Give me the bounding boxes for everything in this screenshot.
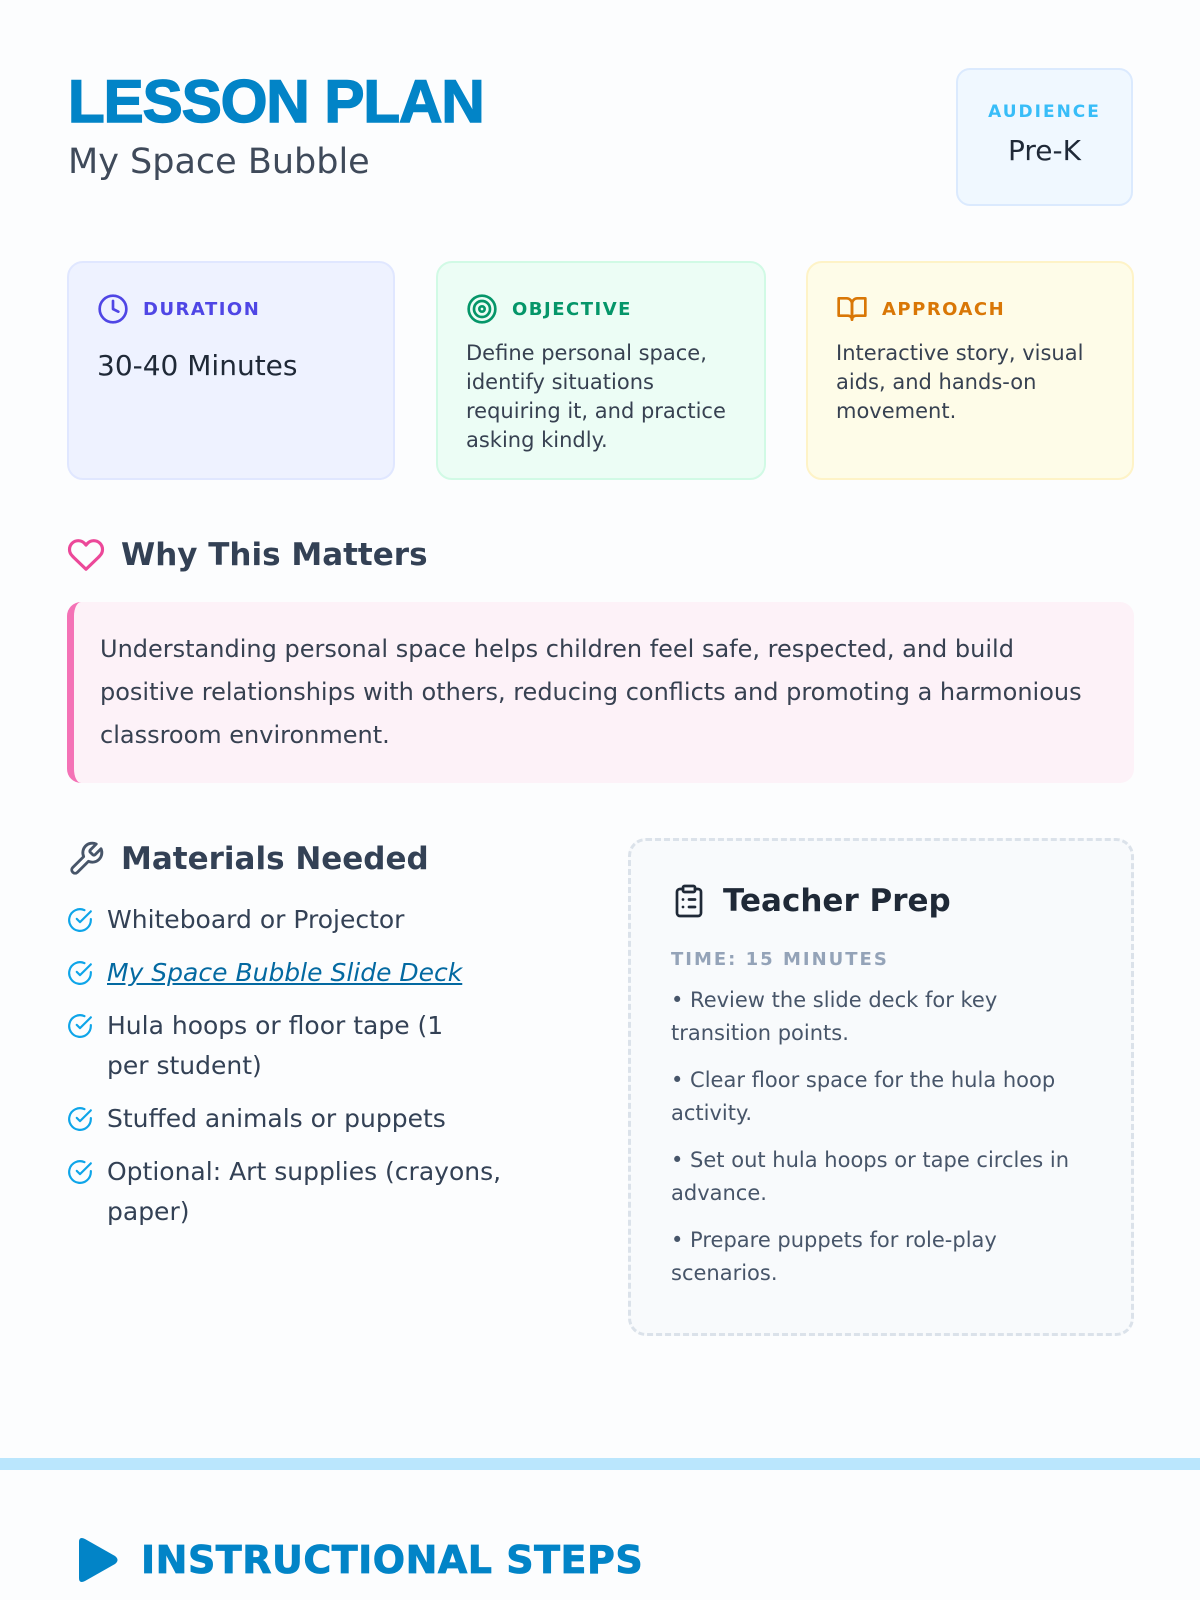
approach-card — [806, 261, 1134, 480]
list-item — [67, 1099, 587, 1139]
check-circle-icon — [67, 1106, 93, 1132]
prep-title: Teacher Prep — [723, 883, 951, 919]
objective-text: Define personal space, identify situations requiring it, and practice asking kindly. — [466, 341, 726, 452]
audience-label: AUDIENCE — [988, 102, 1101, 122]
prep-list — [671, 984, 1091, 1290]
why-callout: Understanding personal space helps children feel safe, respected, and build positive relationships with others, reducing conflicts and promoting a harmonious classroom environment. — [67, 602, 1134, 783]
lesson-subtitle: My Space Bubble — [68, 142, 370, 182]
prep-time: TIME: 15 MINUTES — [671, 949, 889, 970]
material-item-text: Hula hoops or floor tape (1 per student) — [107, 1011, 444, 1080]
material-item-text: Optional: Art supplies (crayons, paper) — [107, 1157, 502, 1226]
list-item: • Review the slide deck for key transition points. — [671, 988, 998, 1045]
play-icon — [75, 1536, 119, 1584]
list-item: • Prepare puppets for role-play scenarios. — [671, 1228, 997, 1285]
list-item: • Clear floor space for the hula hoop activity. — [671, 1068, 1056, 1125]
materials-list — [67, 900, 587, 1245]
objective-card — [436, 261, 766, 480]
header — [68, 70, 484, 182]
steps-heading — [75, 1536, 643, 1584]
clock-icon — [97, 293, 129, 325]
check-circle-icon — [67, 960, 93, 986]
wrench-icon — [67, 840, 105, 878]
duration-card — [67, 261, 395, 480]
approach-text: Interactive story, visual aids, and hands-on movement. — [836, 341, 1084, 423]
teacher-prep-panel — [628, 838, 1134, 1336]
duration-value: 30-40 Minutes — [97, 349, 298, 382]
materials-title: Materials Needed — [121, 841, 429, 877]
check-circle-icon — [67, 907, 93, 933]
clipboard-list-icon — [671, 883, 707, 919]
target-icon — [466, 293, 498, 325]
list-item — [67, 900, 587, 940]
why-heading — [67, 536, 428, 574]
why-title: Why This Matters — [121, 537, 428, 573]
objective-label: OBJECTIVE — [512, 298, 632, 320]
approach-label: APPROACH — [882, 298, 1006, 320]
heart-icon — [67, 536, 105, 574]
material-item-text: Stuffed animals or puppets — [107, 1104, 446, 1133]
section-divider — [0, 1458, 1200, 1470]
check-circle-icon — [67, 1013, 93, 1039]
slide-deck-link[interactable]: My Space Bubble Slide Deck — [107, 958, 463, 987]
material-item-text: Whiteboard or Projector — [107, 905, 405, 934]
book-open-icon — [836, 293, 868, 325]
page-title: LESSON PLAN — [68, 68, 484, 135]
check-circle-icon — [67, 1159, 93, 1185]
audience-badge — [956, 68, 1133, 206]
list-item — [67, 953, 587, 993]
materials-heading — [67, 840, 429, 878]
duration-label: DURATION — [143, 298, 261, 320]
list-item — [67, 1152, 587, 1232]
list-item — [67, 1006, 587, 1086]
steps-title: INSTRUCTIONAL STEPS — [141, 1538, 644, 1582]
list-item: • Set out hula hoops or tape circles in advance. — [671, 1148, 1070, 1205]
audience-value: Pre-K — [1008, 134, 1081, 167]
